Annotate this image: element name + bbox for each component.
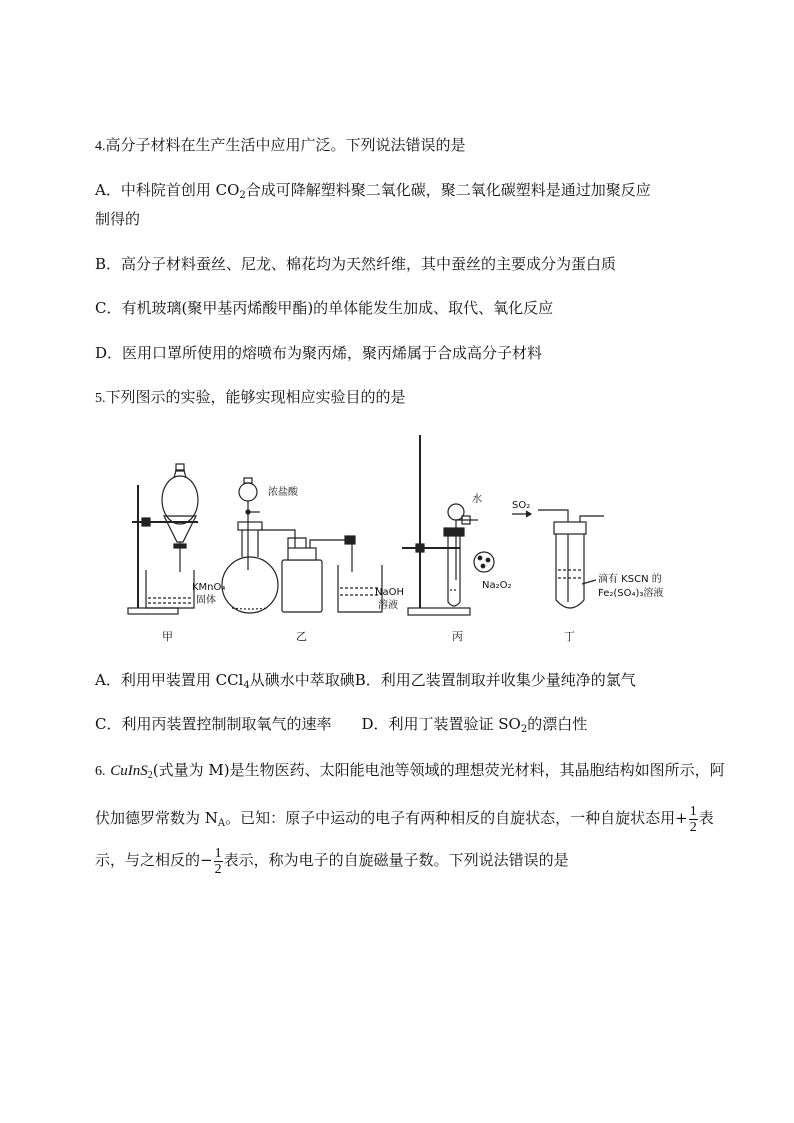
label-kscn-1: 滴有 KSCN 的 bbox=[598, 574, 662, 585]
label-na2o2: Na₂O₂ bbox=[482, 580, 512, 591]
q6-line1 bbox=[95, 760, 725, 782]
q6-line2-sub: A bbox=[217, 818, 226, 829]
label-kmno4: KMnO₄ bbox=[192, 582, 226, 593]
q4-stem-text: 高分子材料在生产生活中应用广泛。下列说法错误的是 bbox=[105, 136, 466, 154]
label-jia: 甲 bbox=[162, 630, 173, 643]
fraction-numerator-2: 1 bbox=[214, 845, 222, 861]
q5-stem bbox=[95, 387, 406, 409]
q5-options-ab bbox=[95, 670, 636, 690]
apparatus-bing bbox=[402, 435, 494, 615]
label-conc-hcl: 浓盐酸 bbox=[268, 487, 298, 498]
label-solid: 固体 bbox=[196, 595, 216, 606]
q6-number: 6. bbox=[95, 764, 106, 779]
q4-stem bbox=[95, 135, 466, 157]
q6-line2-part3: 表 bbox=[698, 809, 714, 827]
q6-line3-part2: 表示，称为电子的自旋磁量子数。下列说法错误的是 bbox=[223, 851, 569, 869]
apparatus-figure bbox=[120, 430, 680, 645]
fraction-denominator: 2 bbox=[689, 819, 697, 835]
q4-option-a-sub: 2 bbox=[239, 190, 246, 201]
label-ding: 丁 bbox=[564, 630, 575, 643]
q5-option-a-part2: 从碘水中萃取碘 bbox=[249, 671, 355, 689]
q4-option-a bbox=[95, 180, 651, 200]
label-kscn-2: Fe₂(SO₄)₃溶液 bbox=[598, 588, 664, 599]
q5-option-d-part1: D．利用丁装置验证 SO bbox=[361, 715, 521, 733]
label-yi: 乙 bbox=[296, 630, 307, 643]
q5-options-cd bbox=[95, 714, 587, 734]
fraction-denominator-2: 2 bbox=[214, 861, 222, 877]
q5-option-b: B．利用乙装置制取并收集少量纯净的氯气 bbox=[354, 671, 636, 689]
q4-option-d: D．医用口罩所使用的熔喷布为聚丙烯，聚丙烯属于合成高分子材料 bbox=[95, 344, 543, 362]
q5-stem-text: 下列图示的实验，能够实现相应实验目的的是 bbox=[105, 388, 406, 406]
fraction-numerator: 1 bbox=[689, 803, 697, 819]
q5-option-a-part1: A．利用甲装置用 CCl bbox=[95, 671, 244, 689]
label-bing: 丙 bbox=[452, 630, 463, 643]
q5-option-c: C．利用丙装置控制制取氧气的速率 bbox=[95, 715, 332, 733]
q6-formula: CuInS bbox=[110, 763, 148, 779]
apparatus-yi bbox=[222, 478, 382, 613]
q4-option-a-cont: 制得的 bbox=[95, 210, 141, 228]
q5-option-d-part2: 的漂白性 bbox=[527, 715, 588, 733]
fraction-negative-half bbox=[214, 846, 223, 877]
q6-line2-part2: 。已知：原子中运动的电子有两种相反的自旋状态，一种自旋状态用+ bbox=[225, 809, 688, 827]
q4-number: 4. bbox=[95, 139, 106, 154]
q6-line3 bbox=[95, 842, 569, 878]
q6-line2 bbox=[95, 800, 714, 836]
q5-number: 5. bbox=[95, 391, 106, 406]
label-naoh-solution: 溶液 bbox=[378, 600, 398, 611]
apparatus-jia bbox=[128, 464, 198, 614]
q5-option-d-sub: 2 bbox=[520, 724, 528, 735]
q6-line1-text: (式量为 M)是生物医药、太阳能电池等领域的理想荧光材料，其晶胞结构如图所示，阿 bbox=[152, 761, 725, 779]
q4-option-a-part1: A．中科院首创用 CO bbox=[95, 181, 240, 199]
q6-line3-part1: 示，与之相反的− bbox=[95, 851, 213, 869]
label-water: 水 bbox=[472, 494, 482, 505]
apparatus-ding bbox=[512, 510, 604, 608]
q5-option-a-sub: 4 bbox=[243, 680, 250, 691]
q4-option-b: B．高分子材料蚕丝、尼龙、棉花均为天然纤维，其中蚕丝的主要成分为蛋白质 bbox=[95, 255, 617, 273]
fraction-positive-half bbox=[689, 804, 698, 835]
label-naoh: NaOH bbox=[375, 587, 404, 598]
label-so2: SO₂ bbox=[512, 500, 531, 511]
q6-formula-sub: 2 bbox=[147, 770, 153, 781]
q4-option-a-part2: 合成可降解塑料聚二氧化碳，聚二氧化碳塑料是通过加聚反应 bbox=[245, 181, 651, 199]
q4-option-c: C．有机玻璃(聚甲基丙烯酸甲酯)的单体能发生加成、取代、氧化反应 bbox=[95, 299, 554, 317]
q6-line2-part1: 伏加德罗常数为 N bbox=[95, 809, 218, 827]
